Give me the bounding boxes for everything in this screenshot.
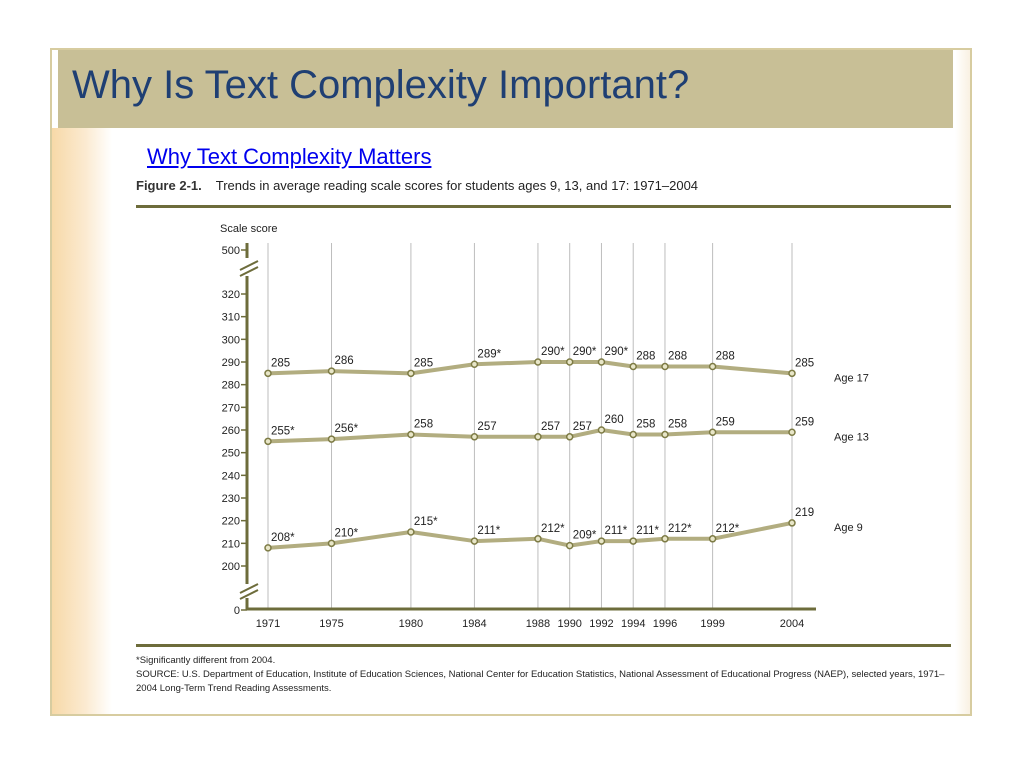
data-point [329, 540, 335, 546]
data-label: 259 [715, 416, 735, 429]
figure-number: Figure 2-1. [136, 178, 202, 193]
data-point [789, 429, 795, 435]
data-point [265, 438, 271, 444]
data-point [710, 364, 716, 370]
data-label: 288 [636, 350, 656, 363]
data-point [598, 427, 604, 433]
data-point [630, 364, 636, 370]
x-tick-label: 1992 [589, 618, 614, 630]
y-axis-title: Scale score [220, 223, 278, 235]
data-label: 208* [271, 531, 295, 544]
data-point [710, 536, 716, 542]
y-tick-label: 260 [221, 425, 240, 437]
data-point [662, 432, 668, 438]
data-label: 210* [334, 527, 359, 540]
y-tick-label: 230 [221, 493, 240, 505]
data-point [662, 364, 668, 370]
data-point [662, 536, 668, 542]
data-label: 212* [715, 522, 740, 535]
data-label: 288 [667, 350, 688, 363]
subtitle-link[interactable]: Why Text Complexity Matters [147, 144, 432, 169]
data-label: 285 [271, 357, 291, 370]
data-label: 285 [413, 357, 434, 370]
y-tick-label: 270 [221, 402, 240, 415]
data-label: 257 [540, 420, 561, 433]
footnote [136, 654, 951, 695]
data-point [471, 538, 477, 544]
data-label: 211* [636, 525, 660, 538]
y-tick-label: 250 [221, 447, 240, 460]
slide-title: Why Is Text Complexity Important? [72, 63, 690, 107]
data-label: 290* [604, 346, 629, 358]
y-tick-label: 500 [221, 245, 240, 257]
data-point [471, 361, 477, 367]
data-point [329, 368, 335, 374]
data-point [598, 538, 604, 544]
data-point [535, 359, 541, 365]
data-label: 259 [795, 416, 815, 429]
x-tick-label: 1999 [700, 618, 725, 630]
data-point [567, 434, 573, 440]
data-point [265, 545, 271, 551]
data-point [567, 359, 573, 365]
data-label: 212* [540, 522, 565, 535]
y-tick-label: 200 [221, 561, 240, 573]
data-label: 257 [477, 420, 497, 433]
data-label: 288 [715, 350, 735, 363]
x-tick-label: 1996 [652, 618, 678, 630]
x-tick-label: 1975 [319, 618, 344, 630]
y-tick-label: 220 [221, 515, 240, 528]
figure-caption-text: Trends in average reading scale scores for students ages 9, 13, and 17: 1971–2004 [215, 178, 699, 193]
data-point [408, 370, 414, 376]
y-tick-label: 0 [233, 605, 240, 617]
data-label: 285 [795, 357, 815, 370]
data-point [630, 538, 636, 544]
data-label: 289* [477, 348, 502, 361]
data-point [471, 434, 477, 440]
y-tick-label: 240 [221, 470, 240, 483]
data-label: 286 [334, 355, 354, 368]
x-tick-label: 1990 [557, 618, 582, 630]
y-tick-label: 320 [221, 289, 240, 301]
y-tick-label: 210 [221, 538, 240, 551]
x-tick-label: 1980 [398, 618, 424, 630]
y-tick-label: 290 [221, 357, 240, 369]
data-label: 209* [572, 529, 597, 542]
data-label: 256* [334, 423, 359, 436]
x-tick-label: 1984 [462, 618, 487, 630]
data-point [789, 370, 795, 376]
series-name-label: Age 9 [834, 521, 863, 534]
data-label: 212* [667, 522, 692, 535]
data-label: 211* [604, 525, 628, 538]
significance-note: *Significantly different from 2004. [136, 655, 276, 666]
data-point [789, 520, 795, 526]
data-label: 219 [795, 506, 815, 519]
data-label: 211* [477, 525, 501, 538]
data-point [630, 432, 636, 438]
data-label: 290* [572, 346, 597, 358]
data-point [265, 370, 271, 376]
data-label: 258 [413, 418, 434, 431]
x-tick-label: 1988 [525, 618, 551, 630]
data-label: 258 [667, 418, 688, 431]
data-point [598, 359, 604, 365]
series-name-label: Age 17 [834, 372, 869, 385]
data-point [567, 543, 573, 549]
x-tick-label: 1994 [620, 618, 646, 630]
source-note: SOURCE: U.S. Department of Education, Institute of Education Sciences, National Center for Education Statistics, National Assessment of Educational Progress (NAEP), selected years, 1971–2004 Long-Term Trend Reading Assessments. [136, 668, 945, 694]
data-point [710, 429, 716, 435]
data-label: 260 [604, 414, 624, 426]
y-tick-label: 300 [221, 334, 240, 347]
data-label: 290* [540, 346, 565, 358]
series-name-label: Age 13 [834, 431, 869, 444]
x-tick-label: 1971 [255, 618, 281, 630]
data-label: 257 [572, 420, 592, 433]
data-point [408, 529, 414, 535]
data-point [535, 434, 541, 440]
data-point [408, 432, 414, 438]
y-tick-label: 280 [221, 379, 240, 392]
data-label: 258 [636, 418, 656, 431]
x-tick-label: 2004 [779, 618, 805, 630]
data-point [329, 436, 335, 442]
data-point [535, 536, 541, 542]
data-label: 215* [413, 516, 438, 528]
y-tick-label: 310 [221, 311, 240, 324]
data-label: 255* [271, 425, 295, 438]
